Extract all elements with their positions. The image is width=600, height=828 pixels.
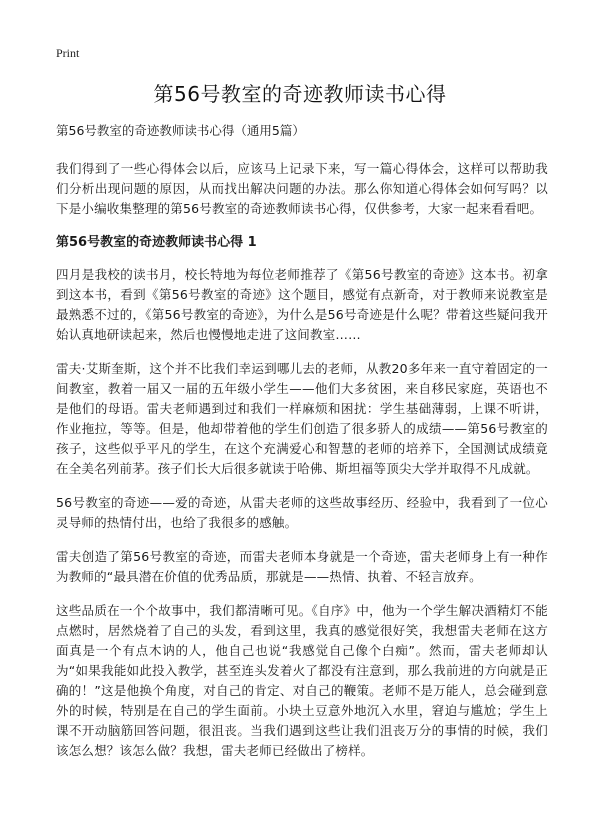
body-paragraph: 四月是我校的读书月，校长特地为每位老师推荐了《第56号教室的奇迹》这本书。初拿到这本书，看到《第56号教室的奇迹》这个题目，感觉有点新奇，对于教师来说教室是最熟悉不过的，《第56号教室的奇迹》，为什么是56号奇迹是什么呢？带着这些疑问我开始认真地研读起来，然后也慢慢地走进了这间教室…… (56, 267, 548, 342)
document-body (56, 121, 548, 775)
document-title: 第56号教室的奇迹教师读书心得 (153, 82, 447, 106)
section-heading: 第56号教室的奇迹教师读书心得 1 (56, 235, 257, 250)
document-subtitle: 第56号教室的奇迹教师读书心得（通用5篇） (56, 123, 305, 138)
body-paragraph: 56号教室的奇迹——爱的奇迹，从雷夫老师的这些故事经历、经验中，我看到了一位心灵导师的热情付出，也给了我很多的感触。 (56, 495, 548, 530)
body-paragraph: 雷夫创造了第56号教室的奇迹，而雷夫老师本身就是一个奇迹，雷夫老师身上有一种作为教师的“最具潜在价值的优秀品质，那就是——热情、执着、不轻言放弃。 (56, 549, 548, 584)
body-paragraph: 这些品质在一个个故事中，我们都清晰可见。《自序》中，他为一个学生解决酒精灯不能点燃时，居然烧着了自己的头发，看到这里，我真的感觉很好笑，我想雷夫老师在这方面真是一个有点木讷的人，他自己也说“我感觉自己像个白痴”。然而，雷夫老师却认为“如果我能如此投入教学，甚至连头发着火了都没有注意到，那么我前进的方向就是正确的！”这是他换个角度，对自己的肯定、对自己的鞭策。老师不是万能人，总会碰到意外的时候，特别是在自己的学生面前。小块土豆意外地沉入水里，窘迫与尴尬；学生上课不开动脑筋回答问题，很沮丧。当我们遇到这些让我们沮丧万分的事情的时候，我们该怎么想？该怎么做？我想，雷夫老师已经做出了榜样。 (56, 603, 548, 758)
intro-paragraph: 我们得到了一些心得体会以后，应该马上记录下来，写一篇心得体会，这样可以帮助我们分析出现问题的原因，从而找出解决问题的办法。那么你知道心得体会如何写吗？以下是小编收集整理的第56号教室的奇迹教师读书心得，仅供参考，大家一起来看看吧。 (56, 161, 548, 216)
body-paragraph: 雷夫·艾斯奎斯，这个并不比我们幸运到哪儿去的老师，从教20多年来一直守着固定的一间教室，教着一届又一届的五年级小学生——他们大多贫困，来自移民家庭，英语也不是他们的母语。雷夫老师遇到过和我们一样麻烦和困扰：学生基础薄弱，上课不听讲，作业拖拉，等等。但是，他却带着他的学生们创造了很多骄人的成绩——第56号教室的孩子，这些似乎平凡的学生，在这个充满爱心和智慧的老师的培养下，全国测试成绩竟在全美名列前茅。孩子们长大后很多就读于哈佛、斯坦福等顶尖大学并取得不凡成就。 (56, 361, 548, 476)
print-label: Print (56, 46, 80, 60)
